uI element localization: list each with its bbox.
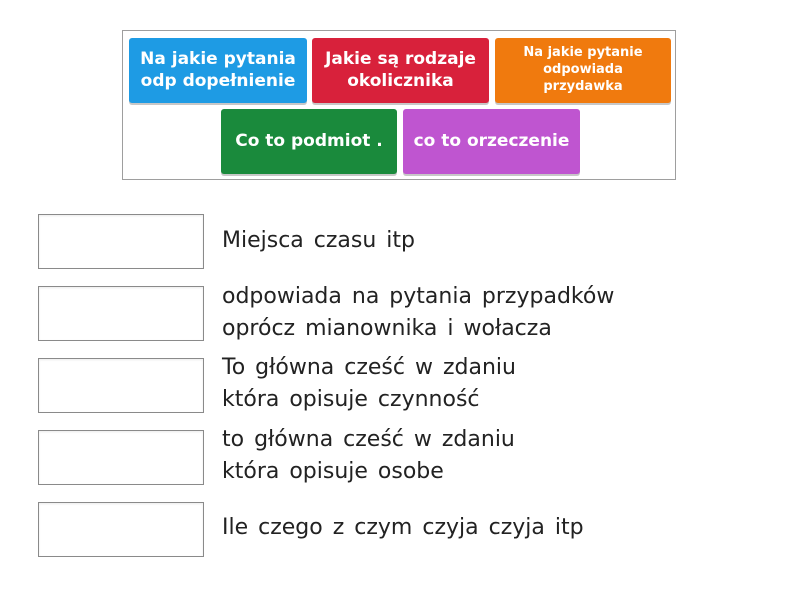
tile-text-line: Na jakie pytanie (523, 45, 643, 61)
row-description (222, 352, 516, 416)
description-line: która opisuje czynność (222, 387, 480, 412)
description-line: która opisuje osobe (222, 459, 444, 484)
answer-tile-podmiot[interactable] (221, 109, 397, 174)
drop-slot[interactable] (38, 214, 204, 269)
tile-text-line: odp dopełnienie (140, 70, 296, 91)
row-description (222, 424, 515, 488)
answer-tile-bank (122, 30, 676, 180)
tile-text-line: Jakie są rodzaje (325, 49, 476, 70)
tile-text-line: Co to podmiot . (235, 130, 383, 151)
description-line: to główna cześć w zdaniu (222, 427, 515, 452)
description-line: oprócz mianownika i wołacza (222, 316, 552, 341)
tile-text-line: okolicznika (347, 70, 454, 91)
drop-slot[interactable] (38, 358, 204, 413)
description-line: odpowiada na pytania przypadków (222, 284, 615, 309)
row-description (222, 281, 614, 345)
drop-slot[interactable] (38, 502, 204, 557)
tile-text-line: odpowiada (543, 62, 623, 78)
description-line: To główna cześć w zdaniu (222, 355, 516, 380)
tile-text-line: przydawka (543, 78, 623, 94)
description-line: Ile czego z czym czyja czyja itp (222, 515, 584, 540)
description-line: Miejsca czasu itp (222, 228, 415, 253)
answer-tile-okolicznik[interactable] (312, 38, 489, 103)
tile-text-line: co to orzeczenie (413, 130, 570, 151)
answer-tile-orzeczenie[interactable] (403, 109, 580, 174)
drop-slot[interactable] (38, 286, 204, 341)
answer-tile-dopelnienie[interactable] (129, 38, 307, 103)
row-description (222, 512, 584, 544)
tile-text-line: Na jakie pytania (140, 49, 296, 70)
row-description (222, 225, 415, 257)
answer-tile-przydawka[interactable] (495, 38, 671, 103)
drop-slot[interactable] (38, 430, 204, 485)
